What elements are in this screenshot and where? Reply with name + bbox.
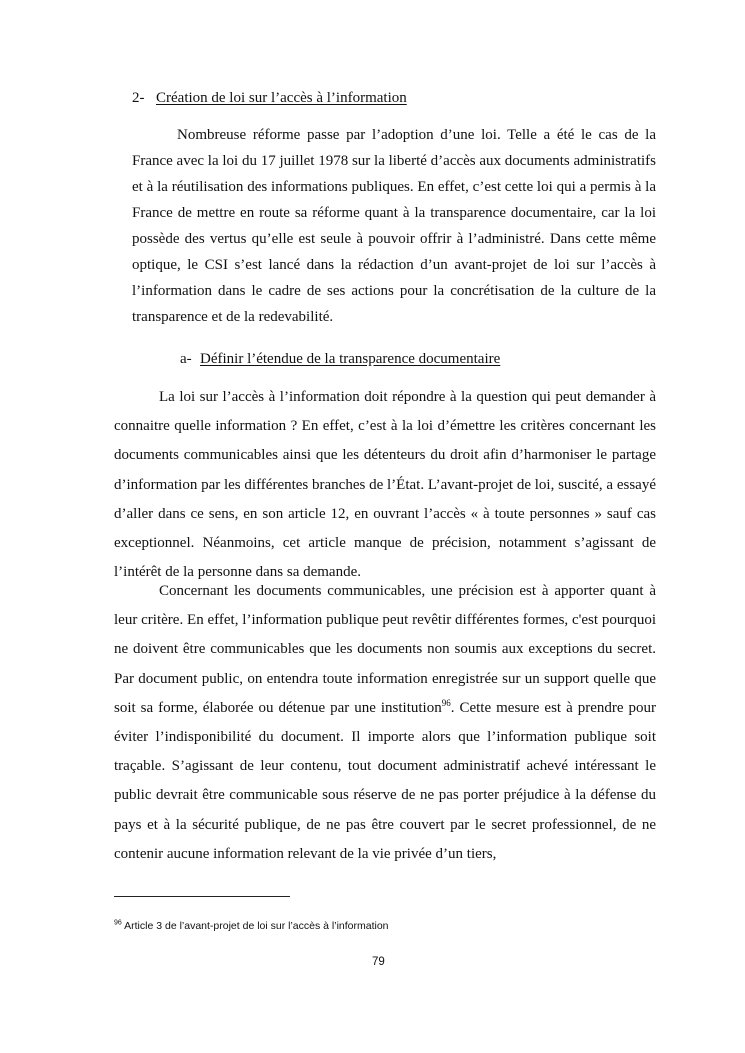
footnote-text: Article 3 de l’avant-projet de loi sur l’accès à l’information: [121, 920, 389, 932]
footnote-number: 96: [114, 919, 122, 927]
subsection-heading: [180, 349, 500, 369]
paragraph-2-text-after-note: . Cette mesure est à prendre pour éviter l’indisponibilité du document. Il importe alors que l’information publique soit traçable. S’agissant de leur contenu, tout document administratif achevé intéressant le public devrait être communicable sous réserve de ne pas porter préjudice à la défense du pays et à la sécurité publique, de ne pas être couvert par le secret professionnel, de ne contenir aucune information relevant de la vie privée d’un tiers,: [114, 699, 657, 862]
subsection-paragraph-1: La loi sur l’accès à l’information doit répondre à la question qui peut demander à connaitre quelle information ? En effet, c’est à la loi d’émettre les critères concernant les documents communicables ainsi que les détenteurs du droit afin d’harmoniser le partage d’information par les différentes branches de l’État. L’avant-projet de loi, suscité, a essayé d’aller dans ce sens, en son article 12, en ouvrant l’accès « à toute personnes » sauf cas exceptionnel. Néanmoins, cet article manque de précision, notamment s’agissant de l’intérêt de la personne dans sa demande.: [114, 389, 656, 581]
section-title: Création de loi sur l’accès à l’information: [156, 90, 407, 106]
footnote-separator: [114, 896, 290, 897]
footnote-reference: 96: [441, 697, 451, 708]
subsection-number: a-: [180, 351, 192, 367]
subsection-paragraph-2: [114, 577, 656, 869]
subsection-title: Définir l’étendue de la transparence documentaire: [200, 351, 501, 367]
paragraph-2-text-before-note: Concernant les documents communicables, une précision est à apporter quant à leur critère. En effet, l’information publique peut revêtir différentes formes, c'est pourquoi ne doivent être communicables que les documents non soumis aux exceptions du secret. Par document public, on entendra toute information enregistrée sur un support quelle que soit sa forme, élaborée ou détenue par une institution: [114, 583, 656, 716]
section-number: 2-: [132, 90, 145, 106]
section-paragraph: Nombreuse réforme passe par l’adoption d’une loi. Telle a été le cas de la France avec la loi du 17 juillet 1978 sur la liberté d’accès aux documents administratifs et à la réutilisation des informations publiques. En effet, c’est cette loi qui a permis à la France de mettre en route sa réforme quant à la transparence documentaire, car la loi possède des vertus qu’elle est seule à pouvoir offrir à l’administré. Dans cette même optique, le CSI s’est lancé dans la rédaction d’un avant-projet de loi sur l’accès à l’information dans le cadre de ses actions pour la concrétisation de la culture de la transparence et de la redevabilité.: [132, 127, 657, 325]
page-number: 79: [372, 956, 385, 968]
footnote: [114, 919, 389, 933]
section-heading: [132, 88, 407, 108]
